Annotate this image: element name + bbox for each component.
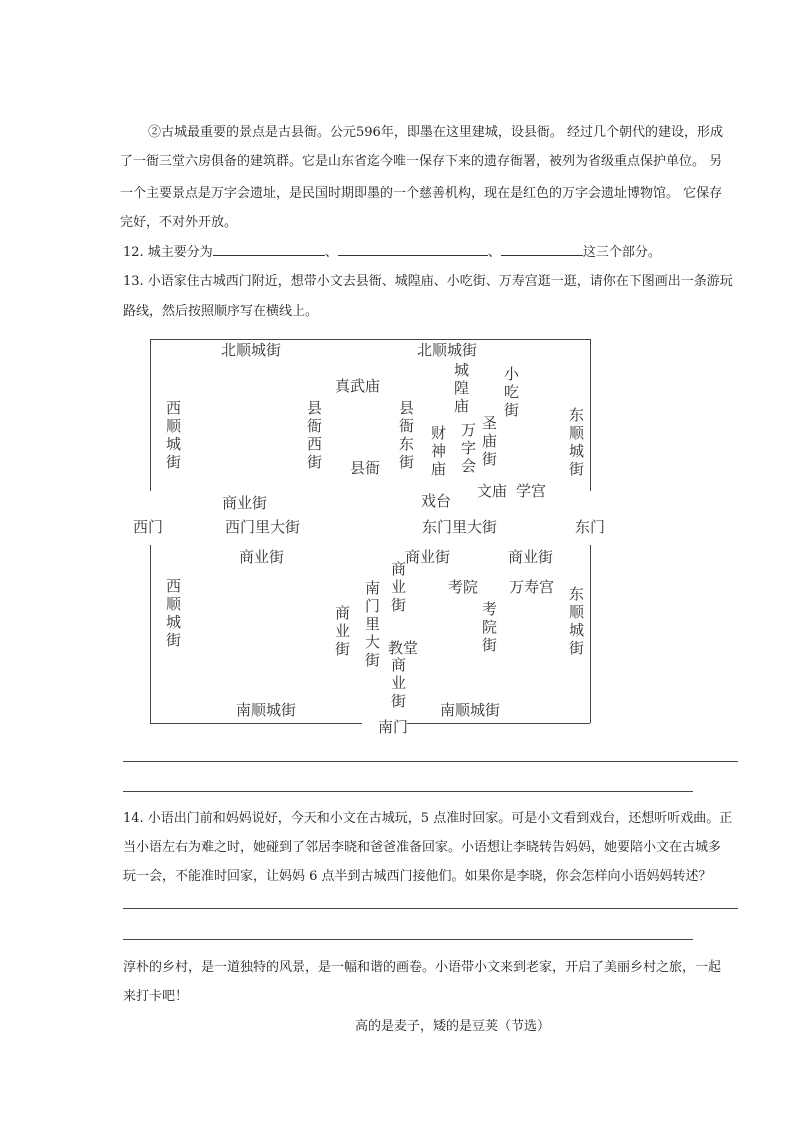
- caishen-temple: 财神庙: [429, 425, 447, 479]
- map-border-top-left: [150, 339, 151, 491]
- map-border-bottom-right-segment: [407, 723, 590, 724]
- xianya-west-street: 县衙西街: [305, 400, 323, 472]
- q12-prefix: 12. 城主要分为: [123, 245, 213, 260]
- south-gate: 南门: [378, 718, 409, 736]
- wanshou-palace: 万寿宫: [509, 578, 555, 596]
- south-street-1: 南顺城街: [236, 701, 297, 719]
- commercial-street-vertical-1: 商业街: [389, 561, 407, 615]
- north-street-1: 北顺城街: [221, 341, 282, 359]
- poem-title: 高的是麦子，矮的是豆荚（节选）: [355, 1019, 551, 1034]
- question-13-line-2: 路线，然后按照顺序写在横线上。: [123, 304, 319, 319]
- east-gate: 东门: [575, 518, 606, 536]
- county-yamen: 县衙: [350, 459, 381, 477]
- commercial-street-vertical-3: 商业街: [389, 657, 407, 711]
- map-border-bottom-right: [590, 545, 591, 723]
- examination-hall-street: 考院街: [480, 601, 498, 655]
- q14-answer-line-2[interactable]: [123, 939, 693, 940]
- q12-sep-1: 、: [324, 245, 338, 260]
- west-gate: 西门: [133, 518, 164, 536]
- question-14-line-2: 当小语左右为难之时，她碰到了邻居李晓和爸爸准备回家。小语想让李晓转告妈妈，她要陪小文在古城多: [123, 840, 722, 855]
- passage-line-3: 一个主要景点是万字会遗址，是民国时期即墨的一个慈善机构，现在是红色的万字会遗址博物馆。 它保存: [120, 186, 723, 201]
- map-border-top: [150, 339, 590, 340]
- map-border-bottom-left-segment: [150, 723, 362, 724]
- commercial-street-1: 商业街: [222, 494, 268, 512]
- passage-line-4: 完好，不对外开放。: [120, 215, 238, 230]
- examination-hall: 考院: [448, 578, 479, 596]
- q12-suffix: 这三个部分。: [582, 245, 661, 260]
- commercial-street-vertical-2: 商业街: [333, 605, 351, 659]
- opera-stage: 戏台: [421, 492, 452, 510]
- q13-answer-line-1[interactable]: [123, 761, 738, 762]
- commercial-street-4: 商业街: [508, 548, 554, 566]
- ximen-li-avenue: 西门里大街: [225, 518, 301, 536]
- passage-line-2: 了一衙三堂六房俱备的建筑群。它是山东省迄今唯一保存下来的遗存衙署，被列为省级重点保护单位。 另: [120, 154, 723, 169]
- xianya-east-street: 县衙东街: [397, 400, 415, 472]
- west-shuncheng-street-bottom: 西顺城街: [164, 578, 182, 650]
- question-14-line-1: 14. 小语出门前和妈妈说好，今天和小文在古城玩，5 点准时回家。可是小文看到戏台，还想听听戏曲。正: [123, 811, 733, 826]
- confucian-temple: 文庙: [477, 482, 508, 500]
- map-border-top-right: [590, 339, 591, 491]
- question-14-line-3: 玩一会，不能准时回家，让妈妈 6 点半到古城西门接他们。如果你是李晓，你会怎样向小语妈妈转述？: [123, 869, 712, 884]
- q13-answer-line-2[interactable]: [123, 791, 693, 792]
- q12-sep-2: 、: [487, 245, 501, 260]
- church: 教堂: [388, 639, 419, 657]
- nanmen-li-avenue: 南门里大街: [363, 580, 381, 670]
- q14-answer-line-1[interactable]: [123, 908, 738, 909]
- map-border-bottom-left: [150, 545, 151, 723]
- zhenwu-temple: 真武庙: [335, 377, 381, 395]
- commercial-street-3: 商业街: [405, 548, 451, 566]
- south-street-2: 南顺城街: [440, 701, 501, 719]
- north-street-2: 北顺城街: [417, 341, 478, 359]
- intro-line-1: 淳朴的乡村，是一道独特的风景，是一幅和谐的画卷。小语带小文来到老家，开启了美丽乡村之旅，一起: [123, 960, 722, 975]
- wanzi-hui: 万字会: [459, 422, 477, 476]
- west-shuncheng-street-top: 西顺城街: [164, 400, 182, 472]
- intro-line-2: 来打卡吧！: [123, 989, 189, 1004]
- passage-line-1: ②古城最重要的景点是古县衙。公元596年，即墨在这里建城，设县衙。 经过几个朝代的建设，形成: [148, 125, 723, 140]
- commercial-street-2: 商业街: [239, 548, 285, 566]
- chenghuang-temple: 城隍庙: [452, 362, 470, 416]
- snack-street: 小吃街: [502, 366, 520, 420]
- xuegong: 学宫: [516, 482, 547, 500]
- dongmen-li-avenue: 东门里大街: [422, 518, 498, 536]
- east-shuncheng-street-bottom: 东顺城街: [567, 586, 585, 658]
- shengmiao-street: 圣庙街: [480, 415, 498, 469]
- east-shuncheng-street-top: 东顺城街: [567, 407, 585, 479]
- question-13-line-1: 13. 小语家住古城西门附近，想带小文去县衙、城隍庙、小吃街、万寿宫逛一逛，请你在下图画出一条游玩: [123, 274, 733, 289]
